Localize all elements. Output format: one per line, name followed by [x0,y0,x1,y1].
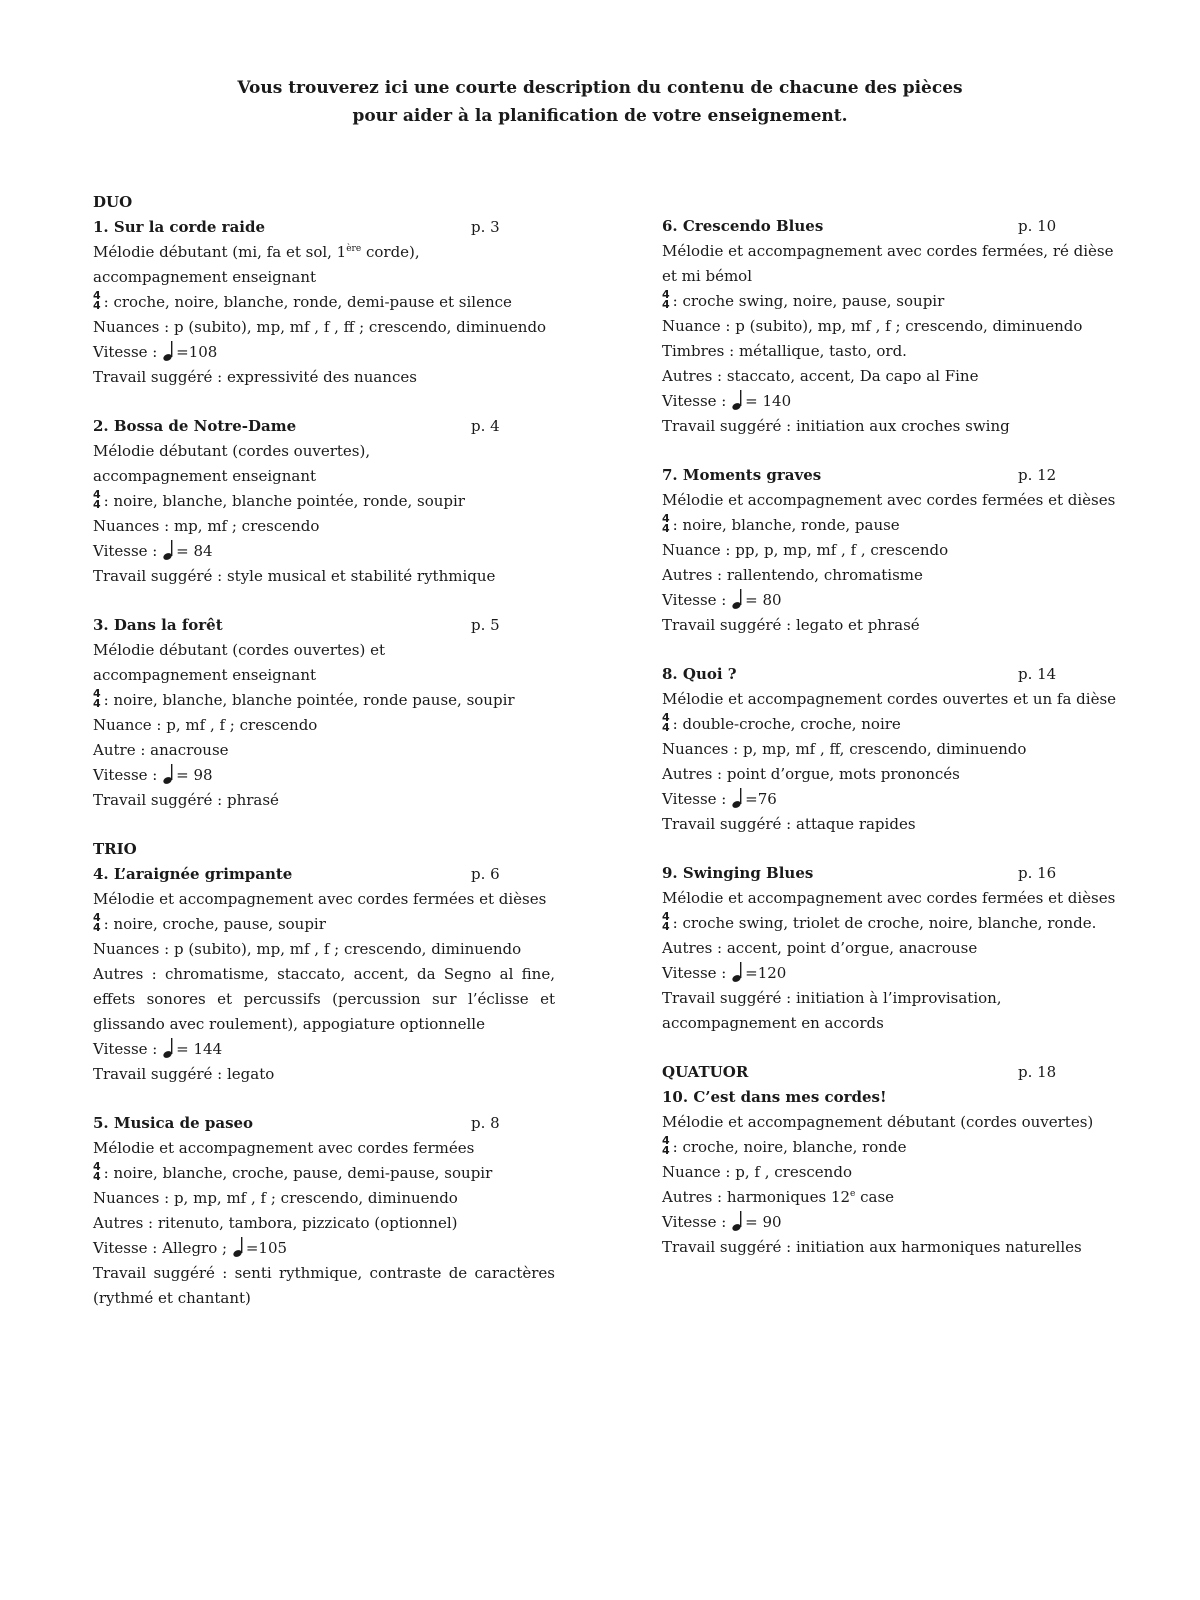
piece-title: 6. Crescendo Blues p. 10 [662,214,1124,239]
left-column [93,190,555,1335]
time-signature-icon: 4 4 [662,1134,670,1157]
nuances-line: Nuances : p, mp, mf , f ; crescendo, diminuendo [93,1189,458,1207]
quarter-note-icon [163,763,175,785]
piece-3 [93,613,555,813]
page-ref: p. 5 [471,616,500,634]
melodie-line: Mélodie et accompagnement avec cordes fermées et dièses [93,890,547,908]
mesure-line: 4 4 : croche swing, noire, pause, soupir [662,288,945,311]
quarter-note-icon [732,588,744,610]
page-ref: p. 14 [1018,665,1057,683]
nuances-line: Nuance : p (subito), mp, mf , f ; crescendo, diminuendo [662,317,1083,335]
vitesse-line: Vitesse : =76 [662,787,1124,812]
piece-1 [93,215,555,390]
piece-7 [662,463,1124,638]
melodie-line-2: accompagnement enseignant [93,467,317,485]
nuances-line: Nuances : p (subito), mp, mf , f , ff ; crescendo, diminuendo [93,318,547,336]
time-signature-icon: 4 4 [662,910,670,933]
travail-line: Travail suggéré : initiation aux harmoniques naturelles [662,1238,1082,1256]
page-ref: p. 18 [1018,1063,1057,1081]
melodie-line: Mélodie et accompagnement débutant (cordes ouvertes) [662,1113,1094,1131]
mesure-line: 4 4 : noire, blanche, blanche pointée, ronde pause, soupir [93,687,515,710]
melodie-line: Mélodie et accompagnement avec cordes fermées [93,1139,475,1157]
nuances-line: Nuances : mp, mf ; crescendo [93,517,320,535]
vitesse-line: Vitesse : = 90 [662,1210,1124,1235]
autres-line: Autres : accent, point d’orgue, anacrouse [662,939,978,957]
quarter-note-icon [732,1210,744,1232]
melodie-line: Mélodie et accompagnement avec cordes fermées et dièses [662,889,1116,907]
vitesse-line: Vitesse : = 144 [93,1037,555,1062]
nuances-line: Nuance : p, f , crescendo [662,1163,852,1181]
melodie-line-2: accompagnement enseignant [93,268,317,286]
page-header [0,74,1200,130]
right-column [662,214,1124,1284]
melodie-line: Mélodie et accompagnement avec cordes fermées, ré dièse [662,242,1114,260]
travail-line: Travail suggéré : senti rythmique, contraste de caractères (rythmé et chantant) [93,1264,555,1307]
timbres-line: Timbres : métallique, tasto, ord. [662,342,907,360]
vitesse-line: Vitesse : =108 [93,340,555,365]
section-duo: DUO [93,193,133,211]
melodie-line-2: accompagnement enseignant [93,666,317,684]
autres-line: Autres : staccato, accent, Da capo al Fine [662,367,979,385]
piece-2 [93,414,555,589]
melodie-line: Mélodie et accompagnement avec cordes fermées et dièses [662,491,1116,509]
melodie-line-2: et mi bémol [662,267,752,285]
travail-line: Travail suggéré : legato [93,1065,275,1083]
travail-line: Travail suggéré : initiation aux croches swing [662,417,1010,435]
piece-title: 9. Swinging Blues p. 16 [662,861,1124,886]
autres-line: Autres : harmoniques 12e case [662,1188,895,1206]
travail-line: Travail suggéré : expressivité des nuances [93,368,417,386]
header-line-2: pour aider à la planification de votre enseignement. [352,106,848,126]
section-quatuor: QUATUOR p. 18 [662,1060,1124,1085]
page-ref: p. 4 [471,417,500,435]
piece-title: 3. Dans la forêt p. 5 [93,613,555,638]
melodie-line: Mélodie et accompagnement cordes ouvertes et un fa dièse [662,690,1117,708]
page-ref: p. 10 [1018,217,1057,235]
piece-title: 5. Musica de paseo p. 8 [93,1111,555,1136]
autres-line: Autres : chromatisme, staccato, accent, da Segno al fine, effets sonores et percussifs (percussion sur l’éclisse et glissando avec roulement), appogiature optionnelle [93,965,555,1033]
page-ref: p. 8 [471,1114,500,1132]
mesure-line: 4 4 : noire, blanche, blanche pointée, ronde, soupir [93,488,465,511]
travail-line-2: accompagnement en accords [662,1014,884,1032]
vitesse-line: Vitesse : = 80 [662,588,1124,613]
piece-title: 1. Sur la corde raide p. 3 [93,215,555,240]
time-signature-icon: 4 4 [662,288,670,311]
quarter-note-icon [163,1037,175,1059]
vitesse-line: Vitesse : = 98 [93,763,555,788]
travail-line: Travail suggéré : legato et phrasé [662,616,920,634]
time-signature-icon: 4 4 [93,687,101,710]
melodie-line: Mélodie débutant (cordes ouvertes), [93,442,371,460]
autres-line: Autres : rallentendo, chromatisme [662,566,923,584]
piece-4 [93,862,555,1087]
piece-title: 8. Quoi ? p. 14 [662,662,1124,687]
piece-6 [662,214,1124,439]
nuances-line: Nuance : pp, p, mp, mf , f , crescendo [662,541,949,559]
header-line-1: Vous trouverez ici une courte description du contenu de chacune des pièces [237,78,963,98]
mesure-line: 4 4 : croche swing, triolet de croche, noire, blanche, ronde. [662,910,1097,933]
mesure-line: 4 4 : double-croche, croche, noire [662,711,901,734]
autres-line: Autres : ritenuto, tambora, pizzicato (optionnel) [93,1214,458,1232]
time-signature-icon: 4 4 [93,1160,101,1183]
piece-8 [662,662,1124,837]
page-ref: p. 6 [471,865,500,883]
piece-9 [662,861,1124,1036]
page-ref: p. 3 [471,218,500,236]
travail-line: Travail suggéré : phrasé [93,791,279,809]
mesure-line: 4 4 : croche, noire, blanche, ronde, demi-pause et silence [93,289,512,312]
vitesse-line: Vitesse : Allegro ; =105 [93,1236,555,1261]
quarter-note-icon [732,389,744,411]
travail-line: Travail suggéré : initiation à l’improvisation, [662,989,1002,1007]
mesure-line: 4 4 : noire, blanche, ronde, pause [662,512,900,535]
autre-line: Autre : anacrouse [93,741,229,759]
vitesse-line: Vitesse : = 140 [662,389,1124,414]
vitesse-line: Vitesse : =120 [662,961,1124,986]
nuances-line: Nuances : p (subito), mp, mf , f ; crescendo, diminuendo [93,940,522,958]
piece-5 [93,1111,555,1311]
time-signature-icon: 4 4 [662,512,670,535]
time-signature-icon: 4 4 [93,911,101,934]
nuances-line: Nuances : p, mp, mf , ff, crescendo, diminuendo [662,740,1027,758]
autres-line: Autres : point d’orgue, mots prononcés [662,765,960,783]
quarter-note-icon [163,340,175,362]
page-ref: p. 16 [1018,864,1057,882]
piece-title: 7. Moments graves p. 12 [662,463,1124,488]
piece-title: 10. C’est dans mes cordes! [662,1088,887,1106]
time-signature-icon: 4 4 [662,711,670,734]
piece-title: 2. Bossa de Notre-Dame p. 4 [93,414,555,439]
quarter-note-icon [732,787,744,809]
quarter-note-icon [163,539,175,561]
melodie-line: Mélodie débutant (mi, fa et sol, 1ère corde), [93,243,420,261]
vitesse-line: Vitesse : = 84 [93,539,555,564]
travail-line: Travail suggéré : style musical et stabilité rythmique [93,567,496,585]
mesure-line: 4 4 : noire, croche, pause, soupir [93,911,326,934]
quarter-note-icon [732,961,744,983]
travail-line: Travail suggéré : attaque rapides [662,815,916,833]
time-signature-icon: 4 4 [93,289,101,312]
page-ref: p. 12 [1018,466,1057,484]
mesure-line: 4 4 : noire, blanche, croche, pause, demi-pause, soupir [93,1160,493,1183]
piece-10 [662,1085,1124,1260]
melodie-line: Mélodie débutant (cordes ouvertes) et [93,641,386,659]
piece-title: 4. L’araignée grimpante p. 6 [93,862,555,887]
mesure-line: 4 4 : croche, noire, blanche, ronde [662,1134,907,1157]
section-trio: TRIO [93,840,137,858]
time-signature-icon: 4 4 [93,488,101,511]
nuances-line: Nuance : p, mf , f ; crescendo [93,716,318,734]
quarter-note-icon [233,1236,245,1258]
